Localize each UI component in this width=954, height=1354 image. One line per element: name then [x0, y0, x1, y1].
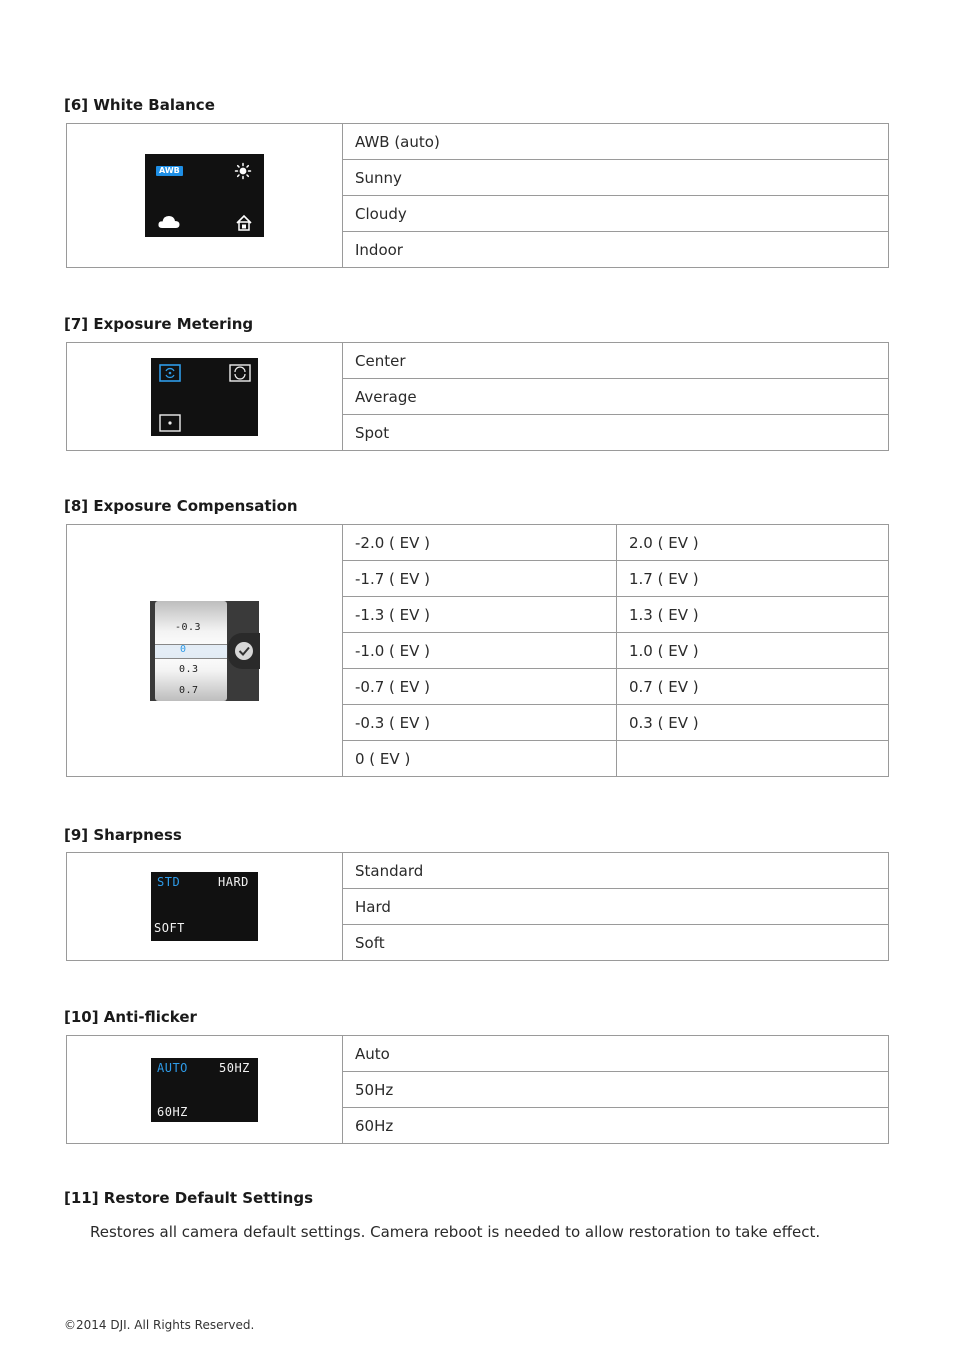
section-title-sharpness: [9] Sharpness	[64, 826, 182, 844]
cloud-icon	[157, 212, 181, 230]
ev-positive-cell: 1.0 ( EV )	[617, 633, 889, 669]
ev-negative-cell: -1.3 ( EV )	[343, 597, 617, 633]
ev-positive-cell: 2.0 ( EV )	[617, 525, 889, 561]
white-balance-option: Indoor	[343, 232, 889, 268]
center-metering-icon	[158, 363, 182, 383]
sun-icon	[234, 162, 252, 180]
ev-wheel-value: -0.3	[175, 621, 202, 633]
ev-negative-cell: -0.3 ( EV )	[343, 705, 617, 741]
white-balance-screen-cell	[67, 124, 343, 268]
antiflicker-option: 60Hz	[343, 1108, 889, 1144]
ev-positive-cell: 1.3 ( EV )	[617, 597, 889, 633]
ev-negative-cell: -1.0 ( EV )	[343, 633, 617, 669]
metering-screen-cell	[67, 343, 343, 451]
ev-table	[66, 524, 889, 777]
ev-wheel-value: 0.3	[179, 663, 199, 675]
ev-wheel-value: 0.7	[179, 684, 199, 696]
white-balance-screen	[145, 154, 264, 237]
sharpness-table	[66, 852, 889, 961]
screen-label-hard: HARD	[218, 875, 249, 889]
ev-negative-cell: -0.7 ( EV )	[343, 669, 617, 705]
antiflicker-option: 50Hz	[343, 1072, 889, 1108]
sharpness-option: Hard	[343, 889, 889, 925]
metering-table	[66, 342, 889, 451]
screen-label-60hz: 60HZ	[157, 1104, 188, 1119]
spot-metering-icon	[158, 413, 182, 433]
sharpness-screen-cell	[67, 853, 343, 961]
ev-positive-cell	[617, 741, 889, 777]
house-icon	[235, 214, 253, 232]
ev-wheel-value-selected: 0	[180, 643, 187, 655]
screen-label-auto: AUTO	[157, 1060, 188, 1075]
antiflicker-screen-cell	[67, 1036, 343, 1144]
metering-screen	[151, 358, 258, 436]
ev-screen-cell	[67, 525, 343, 777]
restore-description: Restores all camera default settings. Camera reboot is needed to allow restoration to take effect.	[90, 1223, 821, 1241]
awb-icon: AWB	[156, 166, 183, 176]
white-balance-option: Cloudy	[343, 196, 889, 232]
ev-negative-cell: -2.0 ( EV )	[343, 525, 617, 561]
section-title-white-balance: [6] White Balance	[64, 96, 215, 114]
ev-negative-cell: 0 ( EV )	[343, 741, 617, 777]
section-title-exposure-metering: [7] Exposure Metering	[64, 315, 254, 333]
screen-label-50hz: 50HZ	[219, 1060, 250, 1075]
section-title-restore-default: [11] Restore Default Settings	[64, 1189, 314, 1207]
white-balance-table	[66, 123, 889, 268]
copyright-footer: ©2014 DJI. All Rights Reserved.	[64, 1318, 255, 1332]
ev-wheel-screen	[150, 601, 259, 701]
sharpness-screen	[151, 872, 258, 941]
antiflicker-option: Auto	[343, 1036, 889, 1072]
white-balance-option: Sunny	[343, 160, 889, 196]
white-balance-option: AWB (auto)	[343, 124, 889, 160]
sharpness-option: Soft	[343, 925, 889, 961]
metering-option: Spot	[343, 415, 889, 451]
screen-label-std: STD	[157, 875, 181, 889]
metering-option: Center	[343, 343, 889, 379]
screen-label-soft: SOFT	[154, 921, 185, 935]
ev-positive-cell: 0.3 ( EV )	[617, 705, 889, 741]
checkmark-icon[interactable]	[234, 641, 254, 661]
antiflicker-table	[66, 1035, 889, 1144]
average-metering-icon	[228, 363, 252, 383]
ev-negative-cell: -1.7 ( EV )	[343, 561, 617, 597]
metering-option: Average	[343, 379, 889, 415]
sharpness-option: Standard	[343, 853, 889, 889]
section-title-exposure-compensation: [8] Exposure Compensation	[64, 497, 298, 515]
ev-positive-cell: 0.7 ( EV )	[617, 669, 889, 705]
antiflicker-screen	[151, 1058, 258, 1122]
section-title-anti-flicker: [10] Anti-flicker	[64, 1008, 197, 1026]
ev-wheel[interactable]	[155, 601, 227, 701]
ev-positive-cell: 1.7 ( EV )	[617, 561, 889, 597]
